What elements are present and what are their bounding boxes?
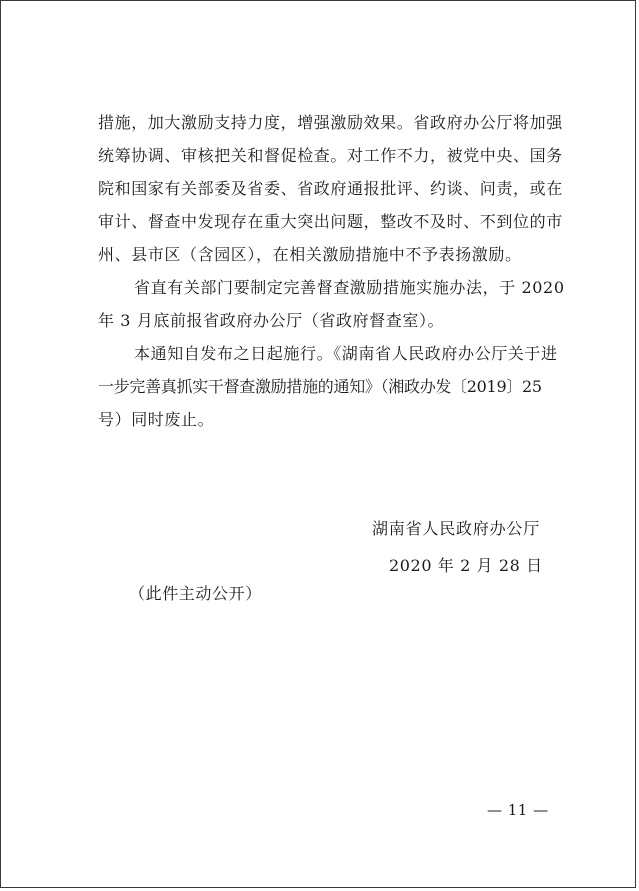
paragraph-1-line-3: 院和国家有关部委及省委、省政府通报批评、约谈、问责，或在 <box>98 179 563 198</box>
issuing-organization: 湖南省人民政府办公厅 <box>372 519 541 538</box>
issue-date: 2020 年 2 月 28 日 <box>389 556 543 575</box>
page-number: — 11 — <box>487 801 549 819</box>
paragraph-3-line-1: 本通知自发布之日起施行。《湖南省人民政府办公厅关于进 <box>134 344 558 363</box>
paragraph-3-line-2: 一步完善真抓实干督查激励措施的通知》（湘政办发〔2019〕25 <box>98 377 542 396</box>
document-body <box>98 106 578 436</box>
paragraph-2-line-2: 年 3 月底前报省政府办公厅（省政府督查室）。 <box>98 311 445 330</box>
paragraph-2-line-1: 省直有关部门要制定完善督查激励措施实施办法，于 2020 <box>134 278 565 297</box>
disclosure-note: （此件主动公开） <box>129 584 262 603</box>
paragraph-1-line-2: 统筹协调、审核把关和督促检查。对工作不力，被党中央、国务 <box>98 146 563 165</box>
paragraph-1-line-5: 州、县市区（含园区），在相关激励措施中不予表扬激励。 <box>98 245 522 264</box>
paragraph-1-line-4: 审计、督查中发现存在重大突出问题，整改不及时、不到位的市 <box>98 212 563 231</box>
paragraph-1-line-1: 措施，加大激励支持力度，增强激励效果。省政府办公厅将加强 <box>98 113 563 132</box>
paragraph-3-line-3: 号）同时废止。 <box>98 410 215 429</box>
